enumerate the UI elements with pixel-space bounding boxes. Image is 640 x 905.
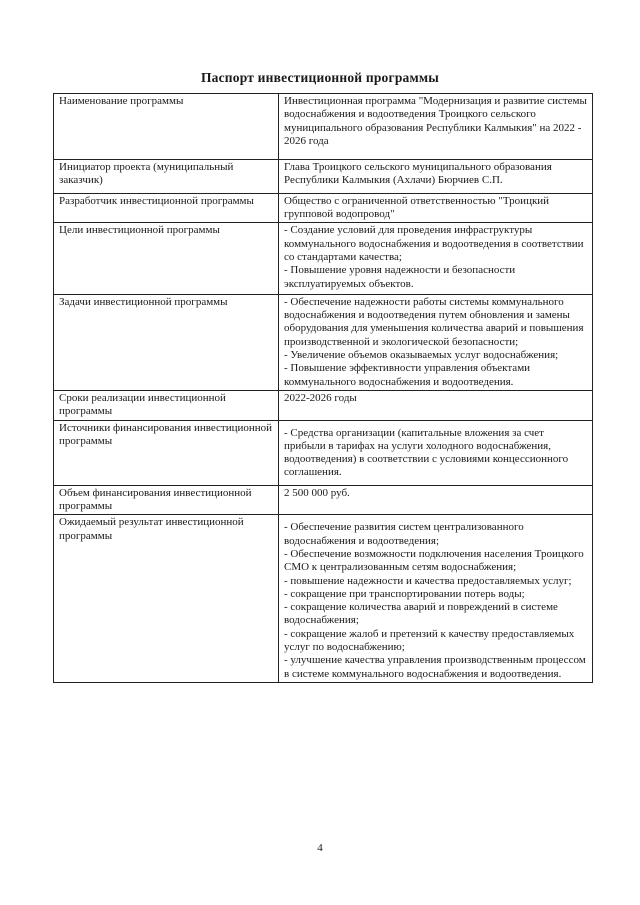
row-value-paragraph: - повышение надежности и качества предоставляемых услуг; xyxy=(284,574,572,587)
row-value xyxy=(279,223,593,294)
row-value-paragraph: - Обеспечение надежности работы системы коммунального водоснабжения и водоотведения путем обновления и замены оборудования для уменьшения количества аварий и повышения производственной и экологической безопасности; xyxy=(284,295,584,348)
row-value xyxy=(279,94,593,160)
table-row xyxy=(54,485,593,515)
row-value-paragraph: - Повышение эффективности управления объектами коммунального водоснабжения и водоотведения. xyxy=(284,362,531,388)
row-value xyxy=(279,193,593,223)
table-row xyxy=(54,94,593,160)
row-value-paragraph: - Обеспечение возможности подключения населения Троицкого СМО к централизованным сетям водоснабжения; xyxy=(284,547,584,574)
row-label: Наименование программы xyxy=(54,94,279,160)
page-number: 4 xyxy=(317,842,323,854)
table-row xyxy=(54,515,593,683)
row-value xyxy=(279,160,593,194)
row-label: Источники финансирования инвестиционной программы xyxy=(54,420,279,485)
row-value xyxy=(279,420,593,485)
row-label: Сроки реализации инвестиционной программы xyxy=(54,390,279,420)
table-row xyxy=(54,223,593,294)
row-value-paragraph: - улучшение качества управления производственным процессом в системе коммунального водоснабжения и водоотведения. xyxy=(284,654,586,680)
row-value xyxy=(279,294,593,390)
row-value-paragraph: Глава Троицкого сельского муниципального образования Республики Калмыкия (Ахлачи) Бюрчиев С.П. xyxy=(284,161,552,187)
row-label: Объем финансирования инвестиционной программы xyxy=(54,485,279,515)
row-value-paragraph: Общество с ограниченной ответственностью "Троицкий групповой водопровод" xyxy=(284,194,550,221)
row-label: Задачи инвестиционной программы xyxy=(54,294,279,390)
row-label: Разработчик инвестиционной программы xyxy=(54,193,279,223)
row-value-paragraph: 2 500 000 руб. xyxy=(284,486,350,499)
row-value xyxy=(279,515,593,683)
row-value-paragraph: - Увеличение объемов оказываемых услуг водоснабжения; xyxy=(284,349,559,362)
row-value-paragraph: 2022-2026 годы xyxy=(284,391,357,404)
row-value xyxy=(279,390,593,420)
row-value-paragraph: Инвестиционная программа "Модернизация и развитие системы водоснабжения и водоотведения Троицкого сельского муниципального образования Республики Калмыкия" на 2022 - 2026 года xyxy=(284,95,587,147)
table-row xyxy=(54,294,593,390)
table-row xyxy=(54,420,593,485)
row-value xyxy=(279,485,593,515)
row-value-paragraph: - Создание условий для проведения инфраструктуры коммунального водоснабжения и водоотведения в соответствии со стандартами качества; xyxy=(284,224,584,263)
document-title: Паспорт инвестиционной программы xyxy=(200,70,440,85)
row-value-paragraph: - сокращение при транспортировании потерь воды; xyxy=(284,587,525,600)
table-row xyxy=(54,193,593,223)
row-value-paragraph: - Обеспечение развития систем централизованного водоснабжения и водоотведения; xyxy=(284,521,524,547)
row-label: Цели инвестиционной программы xyxy=(54,223,279,294)
row-value-paragraph: - сокращение жалоб и претензий к качеству предоставляемых услуг по водоснабжению; xyxy=(284,627,575,653)
table-row xyxy=(54,160,593,194)
row-value-paragraph: - Средства организации (капитальные вложения за счет прибыли в тарифах на услуги холодного водоснабжения, водоотведения) в соответствии с условиями концессионного соглашения. xyxy=(284,426,569,479)
row-value-paragraph: - Повышение уровня надежности и безопасности эксплуатируемых объектов. xyxy=(284,264,516,290)
row-label: Инициатор проекта (муниципальный заказчик) xyxy=(54,160,279,194)
row-value-paragraph: - сокращение количества аварий и повреждений в системе водоснабжения; xyxy=(284,601,558,627)
table-row xyxy=(54,390,593,420)
row-label: Ожидаемый результат инвестиционной программы xyxy=(54,515,279,683)
passport-table xyxy=(53,93,593,683)
